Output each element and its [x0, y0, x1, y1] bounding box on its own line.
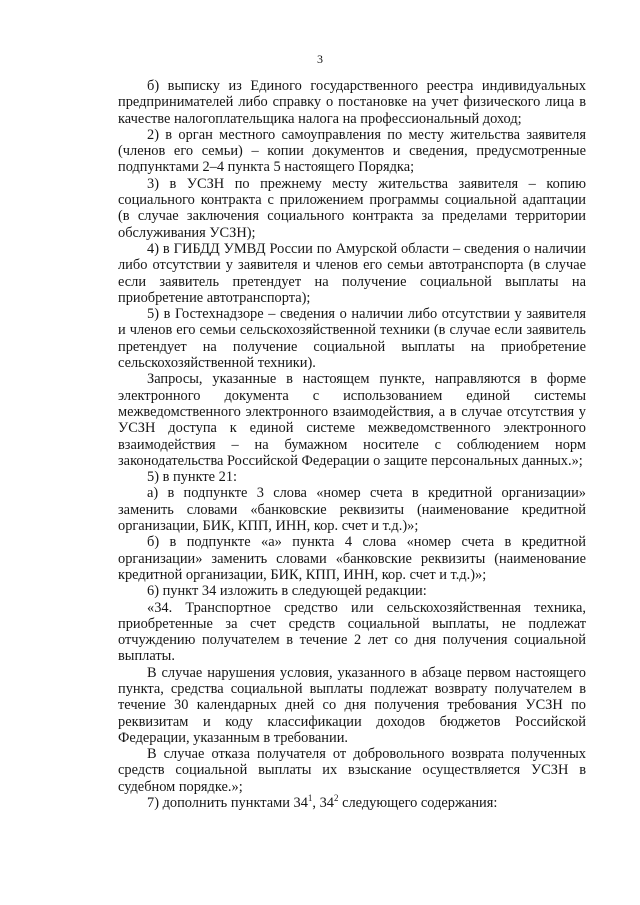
- paragraph-14-text-middle: , 34: [312, 795, 334, 812]
- paragraph-8: а) в подпункте 3 слова «номер счета в кредитной организации» заменить словами «банковские реквизиты (наименование кредитной организации, БИК, КПП, ИНН, кор. счет и т.д.)»;: [118, 485, 586, 535]
- paragraph-14: [118, 795, 586, 811]
- paragraph-14-text-start: 7) дополнить пунктами 34: [147, 795, 308, 812]
- paragraph-2: 2) в орган местного самоуправления по месту жительства заявителя (членов его семьи) – копии документов и сведения, предусмотренные подпунктами 2–4 пункта 5 настоящего Порядка;: [118, 126, 586, 176]
- paragraph-11: «34. Транспортное средство или сельскохозяйственная техника, приобретенные за счет средств социальной выплаты, не подлежат отчуждению получателем в течение 2 лет со дня получения социальной выплаты.: [118, 599, 586, 665]
- paragraph-4: 4) в ГИБДД УМВД России по Амурской области – сведения о наличии либо отсутствии у заявителя и членов его семьи автотранспорта (в случае если заявитель претендует на получение социальной выплаты на приобретение автотранспорта);: [118, 240, 586, 306]
- paragraph-12: В случае нарушения условия, указанного в абзаце первом настоящего пункта, средства социальной выплаты подлежат возврату получателем в течение 30 календарных дней со дня получения требования УСЗН по реквизитам и коду классификации доходов бюджетов Российской Федерации, указанным в требовании.: [118, 664, 586, 746]
- document-body: [118, 78, 586, 811]
- paragraph-3: 3) в УСЗН по прежнему месту жительства заявителя – копию социального контракта с приложением программы социальной адаптации (в случае заключения социального контракта за пределами территории обслуживания УСЗН);: [118, 175, 586, 241]
- paragraph-7: 5) в пункте 21:: [147, 469, 238, 486]
- paragraph-14-text-end: следующего содержания:: [338, 795, 498, 812]
- superscript-1: 1: [307, 793, 313, 804]
- paragraph-1: б) выписку из Единого государственного реестра индивидуальных предпринимателей либо справку о постановке на учет физического лица в качестве налогоплательщика налога на профессиональный доход;: [118, 78, 586, 127]
- paragraph-13: В случае отказа получателя от добровольного возврата полученных средств социальной выплаты их взыскание осуществляется УСЗН в судебном порядке.»;: [118, 746, 586, 795]
- paragraph-9: б) в подпункте «а» пункта 4 слова «номер счета в кредитной организации» заменить словами «банковские реквизиты (наименование кредитной организации, БИК, КПП, ИНН, кор. счет и т.д.)»;: [118, 534, 586, 583]
- superscript-2: 2: [333, 793, 339, 804]
- paragraph-5: 5) в Гостехнадзоре – сведения о наличии либо отсутствии у заявителя и членов его семьи сельскохозяйственной техники (в случае если заявитель претендует на получение социальной выплаты на приобретение сельскохозяйственной техники).: [118, 306, 586, 372]
- paragraph-6: Запросы, указанные в настоящем пункте, направляются в форме электронного документа с использованием единой системы межведомственного электронного взаимодействия, а в случае отсутствия у УСЗН доступа к единой системе межведомственного электронного взаимодействия – на бумажном носителе с соблюдением норм законодательства Российской Федерации о защите персональных данных.»;: [118, 371, 586, 469]
- page-number: 3: [317, 52, 323, 66]
- paragraph-10: 6) пункт 34 изложить в следующей редакции:: [147, 583, 427, 600]
